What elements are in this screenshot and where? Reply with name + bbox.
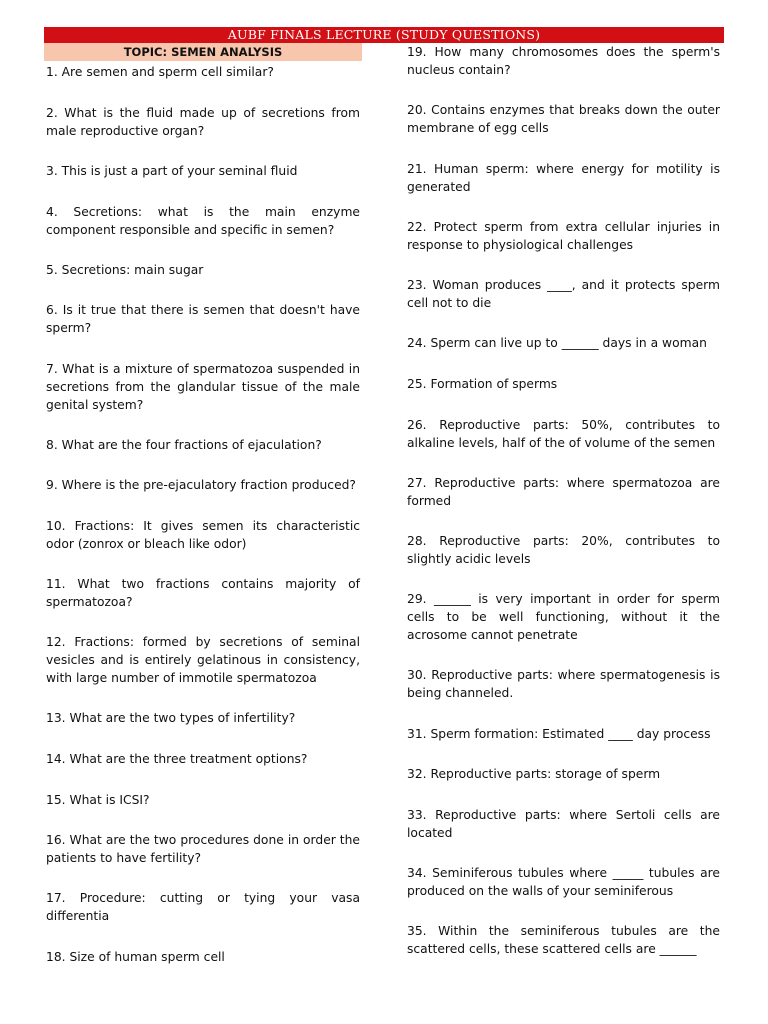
question-item: 5. Secretions: main sugar: [46, 263, 204, 277]
question-item: 22. Protect sperm from extra cellular injuries in response to physiological challenges: [407, 220, 720, 252]
question-item: 4. Secretions: what is the main enzyme component responsible and specific in semen?: [46, 205, 360, 237]
question-item: 2. What is the fluid made up of secretions from male reproductive organ?: [46, 106, 360, 138]
topic-label: TOPIC: SEMEN ANALYSIS: [44, 43, 362, 61]
question-item: 25. Formation of sperms: [407, 377, 558, 391]
question-item: 35. Within the seminiferous tubules are the scattered cells, these scattered cells are ______: [407, 924, 720, 956]
question-item: 26. Reproductive parts: 50%, contributes to alkaline levels, half of the of volume of the semen: [407, 418, 720, 450]
question-item: 3. This is just a part of your seminal fluid: [46, 164, 298, 178]
question-item: 20. Contains enzymes that breaks down the outer membrane of egg cells: [407, 103, 720, 135]
question-item: 14. What are the three treatment options?: [46, 752, 308, 766]
question-item: 18. Size of human sperm cell: [46, 950, 225, 964]
question-item: 29. ______ is very important in order for sperm cells to be well functioning, without it the acrosome cannot penetrate: [407, 592, 720, 642]
question-item: 15. What is ICSI?: [46, 793, 150, 807]
question-item: 21. Human sperm: where energy for motility is generated: [407, 162, 720, 194]
question-item: 17. Procedure: cutting or tying your vasa differentia: [46, 891, 360, 923]
question-item: 13. What are the two types of infertility?: [46, 711, 296, 725]
question-item: 28. Reproductive parts: 20%, contributes to slightly acidic levels: [407, 534, 720, 566]
question-item: 34. Seminiferous tubules where _____ tubules are produced on the walls of your seminiferous: [407, 866, 720, 898]
question-item: 7. What is a mixture of spermatozoa suspended in secretions from the glandular tissue of the male genital system?: [46, 362, 360, 412]
question-item: 30. Reproductive parts: where spermatogenesis is being channeled.: [407, 668, 720, 700]
question-item: 11. What two fractions contains majority of spermatozoa?: [46, 577, 360, 609]
document-title-bar: AUBF FINALS LECTURE (STUDY QUESTIONS): [44, 27, 724, 43]
question-item: 32. Reproductive parts: storage of sperm: [407, 767, 661, 781]
question-item: 1. Are semen and sperm cell similar?: [46, 65, 274, 79]
question-item: 9. Where is the pre-ejaculatory fraction produced?: [46, 478, 356, 492]
question-item: 16. What are the two procedures done in order the patients to have fertility?: [46, 833, 360, 865]
question-item: 33. Reproductive parts: where Sertoli cells are located: [407, 808, 720, 840]
question-item: 31. Sperm formation: Estimated ____ day process: [407, 727, 711, 741]
question-item: 6. Is it true that there is semen that doesn't have sperm?: [46, 303, 360, 335]
question-item: 12. Fractions: formed by secretions of seminal vesicles and is entirely gelatinous in consistency, with large number of immotile spermatozoa: [46, 635, 360, 685]
question-item: 19. How many chromosomes does the sperm's nucleus contain?: [407, 45, 720, 77]
question-item: 10. Fractions: It gives semen its characteristic odor (zonrox or bleach like odor): [46, 519, 360, 551]
question-item: 27. Reproductive parts: where spermatozoa are formed: [407, 476, 720, 508]
question-item: 8. What are the four fractions of ejaculation?: [46, 438, 322, 452]
question-item: 24. Sperm can live up to ______ days in a woman: [407, 336, 707, 350]
question-item: 23. Woman produces ____, and it protects sperm cell not to die: [407, 278, 720, 310]
